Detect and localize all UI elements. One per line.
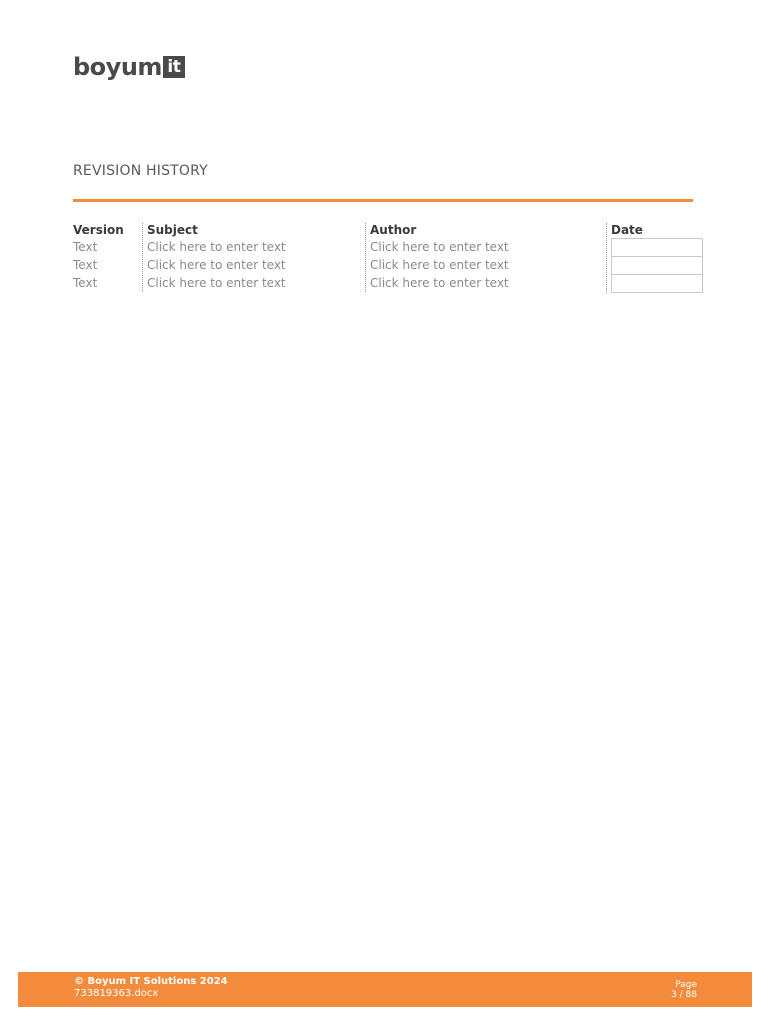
header-date: Date	[611, 223, 643, 237]
column-subject	[142, 223, 367, 292]
footer-filename: 733819363.docx	[74, 988, 159, 999]
date-picker-1[interactable]	[611, 238, 703, 257]
column-author	[365, 223, 606, 292]
column-date	[606, 223, 707, 293]
date-picker-2[interactable]	[611, 257, 703, 275]
cell-subject-2[interactable]: Click here to enter text	[147, 258, 286, 272]
cell-subject-1[interactable]: Click here to enter text	[147, 240, 286, 254]
cell-version-3[interactable]: Text	[73, 276, 98, 290]
logo-box-mark: it	[163, 56, 185, 78]
header-subject: Subject	[147, 223, 198, 237]
footer-page-number: 3 / 88	[671, 990, 697, 1000]
page-footer	[18, 972, 752, 1007]
company-logo	[73, 50, 185, 80]
footer-copyright: © Boyum IT Solutions 2024	[74, 976, 228, 987]
header-version: Version	[73, 223, 124, 237]
column-version	[73, 223, 139, 292]
date-picker-3[interactable]	[611, 275, 703, 293]
section-title: REVISION HISTORY	[73, 163, 208, 179]
header-author: Author	[370, 223, 417, 237]
cell-version-2[interactable]: Text	[73, 258, 98, 272]
section-divider	[73, 199, 693, 202]
cell-version-1[interactable]: Text	[73, 240, 98, 254]
footer-page-label: Page	[675, 980, 697, 990]
cell-author-1[interactable]: Click here to enter text	[370, 240, 509, 254]
cell-author-2[interactable]: Click here to enter text	[370, 258, 509, 272]
cell-subject-3[interactable]: Click here to enter text	[147, 276, 286, 290]
logo-wordmark: boyum	[73, 53, 162, 81]
cell-author-3[interactable]: Click here to enter text	[370, 276, 509, 290]
